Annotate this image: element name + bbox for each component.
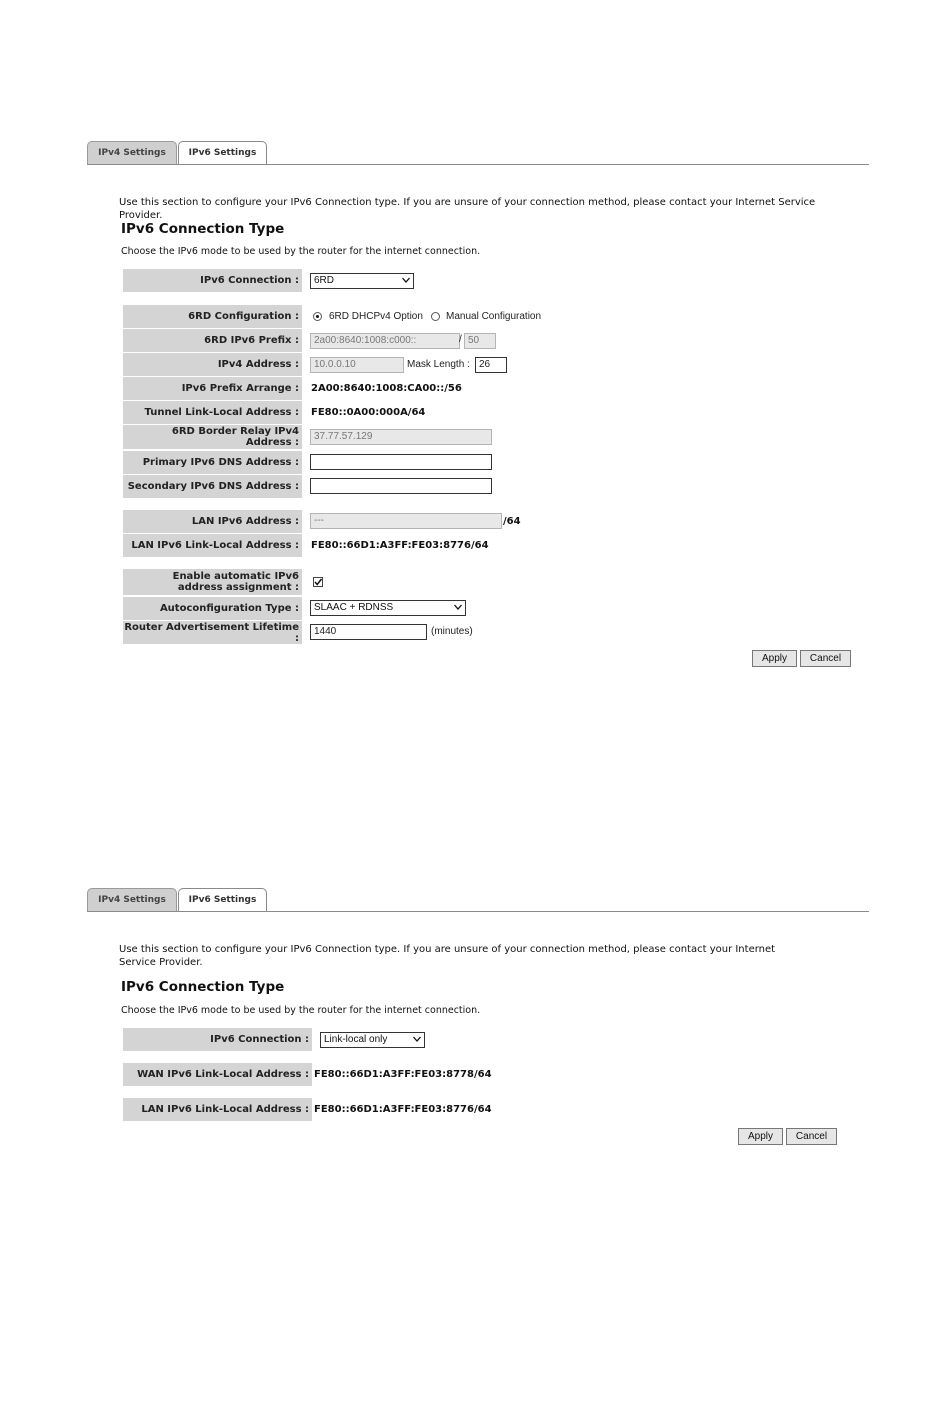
tunnel-link-local-value: FE80::0A00:000A/64 [311,407,426,418]
ra-lifetime-label: Router Advertisement Lifetime : [123,621,302,644]
sixrd-manual-label: Manual Configuration [446,311,542,322]
page-subtitle: Choose the IPv6 mode to be used by the router for the internet connection. [121,1005,481,1016]
ipv6-settings-panel-link-local [0,888,950,1158]
ra-lifetime-unit: (minutes) [431,626,473,637]
sixrd-dhcpv4-label: 6RD DHCPv4 Option [329,311,423,322]
check-icon [313,577,323,587]
lan-ipv6-suffix: /64 [503,516,521,527]
tab-ipv4-settings[interactable]: IPv4 Settings [87,141,177,164]
ipv6-connection-label: IPv6 Connection : [123,269,302,292]
ipv6-connection-value: Link-local only [324,1034,388,1045]
tab-divider [87,164,869,165]
tunnel-link-local-label: Tunnel Link-Local Address : [123,401,302,424]
autoconf-type-value: SLAAC + RDNSS [314,602,394,613]
secondary-dns-label: Secondary IPv6 DNS Address : [123,475,302,498]
chevron-down-icon [454,603,462,611]
apply-button[interactable]: Apply [738,1128,783,1145]
auto-assign-checkbox[interactable] [313,577,323,587]
cancel-button[interactable]: Cancel [786,1128,837,1145]
primary-dns-input[interactable] [310,454,492,470]
autoconf-type-label: Autoconfiguration Type : [123,597,302,620]
sixrd-dhcpv4-radio[interactable] [313,312,322,321]
sixrd-prefix-length-input[interactable]: 50 [464,333,496,349]
prefix-slash: / [459,334,462,345]
page-subtitle: Choose the IPv6 mode to be used by the router for the internet connection. [121,246,481,257]
page-title: IPv6 Connection Type [121,979,285,995]
sixrd-prefix-label: 6RD IPv6 Prefix : [123,329,302,352]
sixrd-manual-radio[interactable] [431,312,440,321]
tab-ipv4-settings[interactable]: IPv4 Settings [87,888,177,911]
cancel-button[interactable]: Cancel [800,650,851,667]
intro-text: Use this section to configure your IPv6 Connection type. If you are unsure of your connection method, please contact your Internet Service Provider. [119,944,776,968]
secondary-dns-input[interactable] [310,478,492,494]
ipv6-connection-label: IPv6 Connection : [123,1028,312,1051]
chevron-down-icon [402,276,410,284]
primary-dns-label: Primary IPv6 DNS Address : [123,451,302,474]
border-relay-input[interactable]: 37.77.57.129 [310,429,492,445]
wan-link-local-label: WAN IPv6 Link-Local Address : [123,1063,312,1086]
ipv6-connection-select[interactable] [310,273,414,289]
mask-length-label: Mask Length : [407,359,470,370]
ipv6-connection-value: 6RD [314,275,335,286]
sixrd-prefix-input[interactable]: 2a00:8640:1008:c000:: [310,333,460,349]
lan-ipv6-address-input[interactable]: --- [310,513,502,529]
mask-length-input[interactable]: 26 [475,357,507,373]
autoconf-type-select[interactable] [310,600,466,616]
ipv4-address-label: IPv4 Address : [123,353,302,376]
sixrd-config-label: 6RD Configuration : [123,305,302,328]
page-title: IPv6 Connection Type [121,221,285,237]
lan-ipv6-address-label: LAN IPv6 Address : [123,510,302,533]
wan-link-local-value: FE80::66D1:A3FF:FE03:8778/64 [314,1069,492,1080]
lan-link-local-value: FE80::66D1:A3FF:FE03:8776/64 [311,540,489,551]
ipv6-settings-panel-6rd [0,141,950,681]
ra-lifetime-input[interactable]: 1440 [310,624,427,640]
ipv6-connection-select[interactable] [320,1032,425,1048]
tab-ipv6-settings[interactable]: IPv6 Settings [178,141,267,165]
tab-divider [87,911,869,912]
prefix-arrange-label: IPv6 Prefix Arrange : [123,377,302,400]
ipv4-address-input[interactable]: 10.0.0.10 [310,357,404,373]
chevron-down-icon [413,1035,421,1043]
tab-ipv6-settings[interactable]: IPv6 Settings [178,888,267,912]
lan-link-local-value: FE80::66D1:A3FF:FE03:8776/64 [314,1104,492,1115]
lan-link-local-label: LAN IPv6 Link-Local Address : [123,1098,312,1121]
lan-link-local-label: LAN IPv6 Link-Local Address : [123,534,302,557]
border-relay-label: 6RD Border Relay IPv4 Address : [123,425,302,449]
apply-button[interactable]: Apply [752,650,797,667]
auto-assign-label: Enable automatic IPv6 address assignment : [123,569,302,595]
intro-text: Use this section to configure your IPv6 Connection type. If you are unsure of your connection method, please contact your Internet Service Provider. [119,197,816,221]
prefix-arrange-value: 2A00:8640:1008:CA00::/56 [311,383,462,394]
